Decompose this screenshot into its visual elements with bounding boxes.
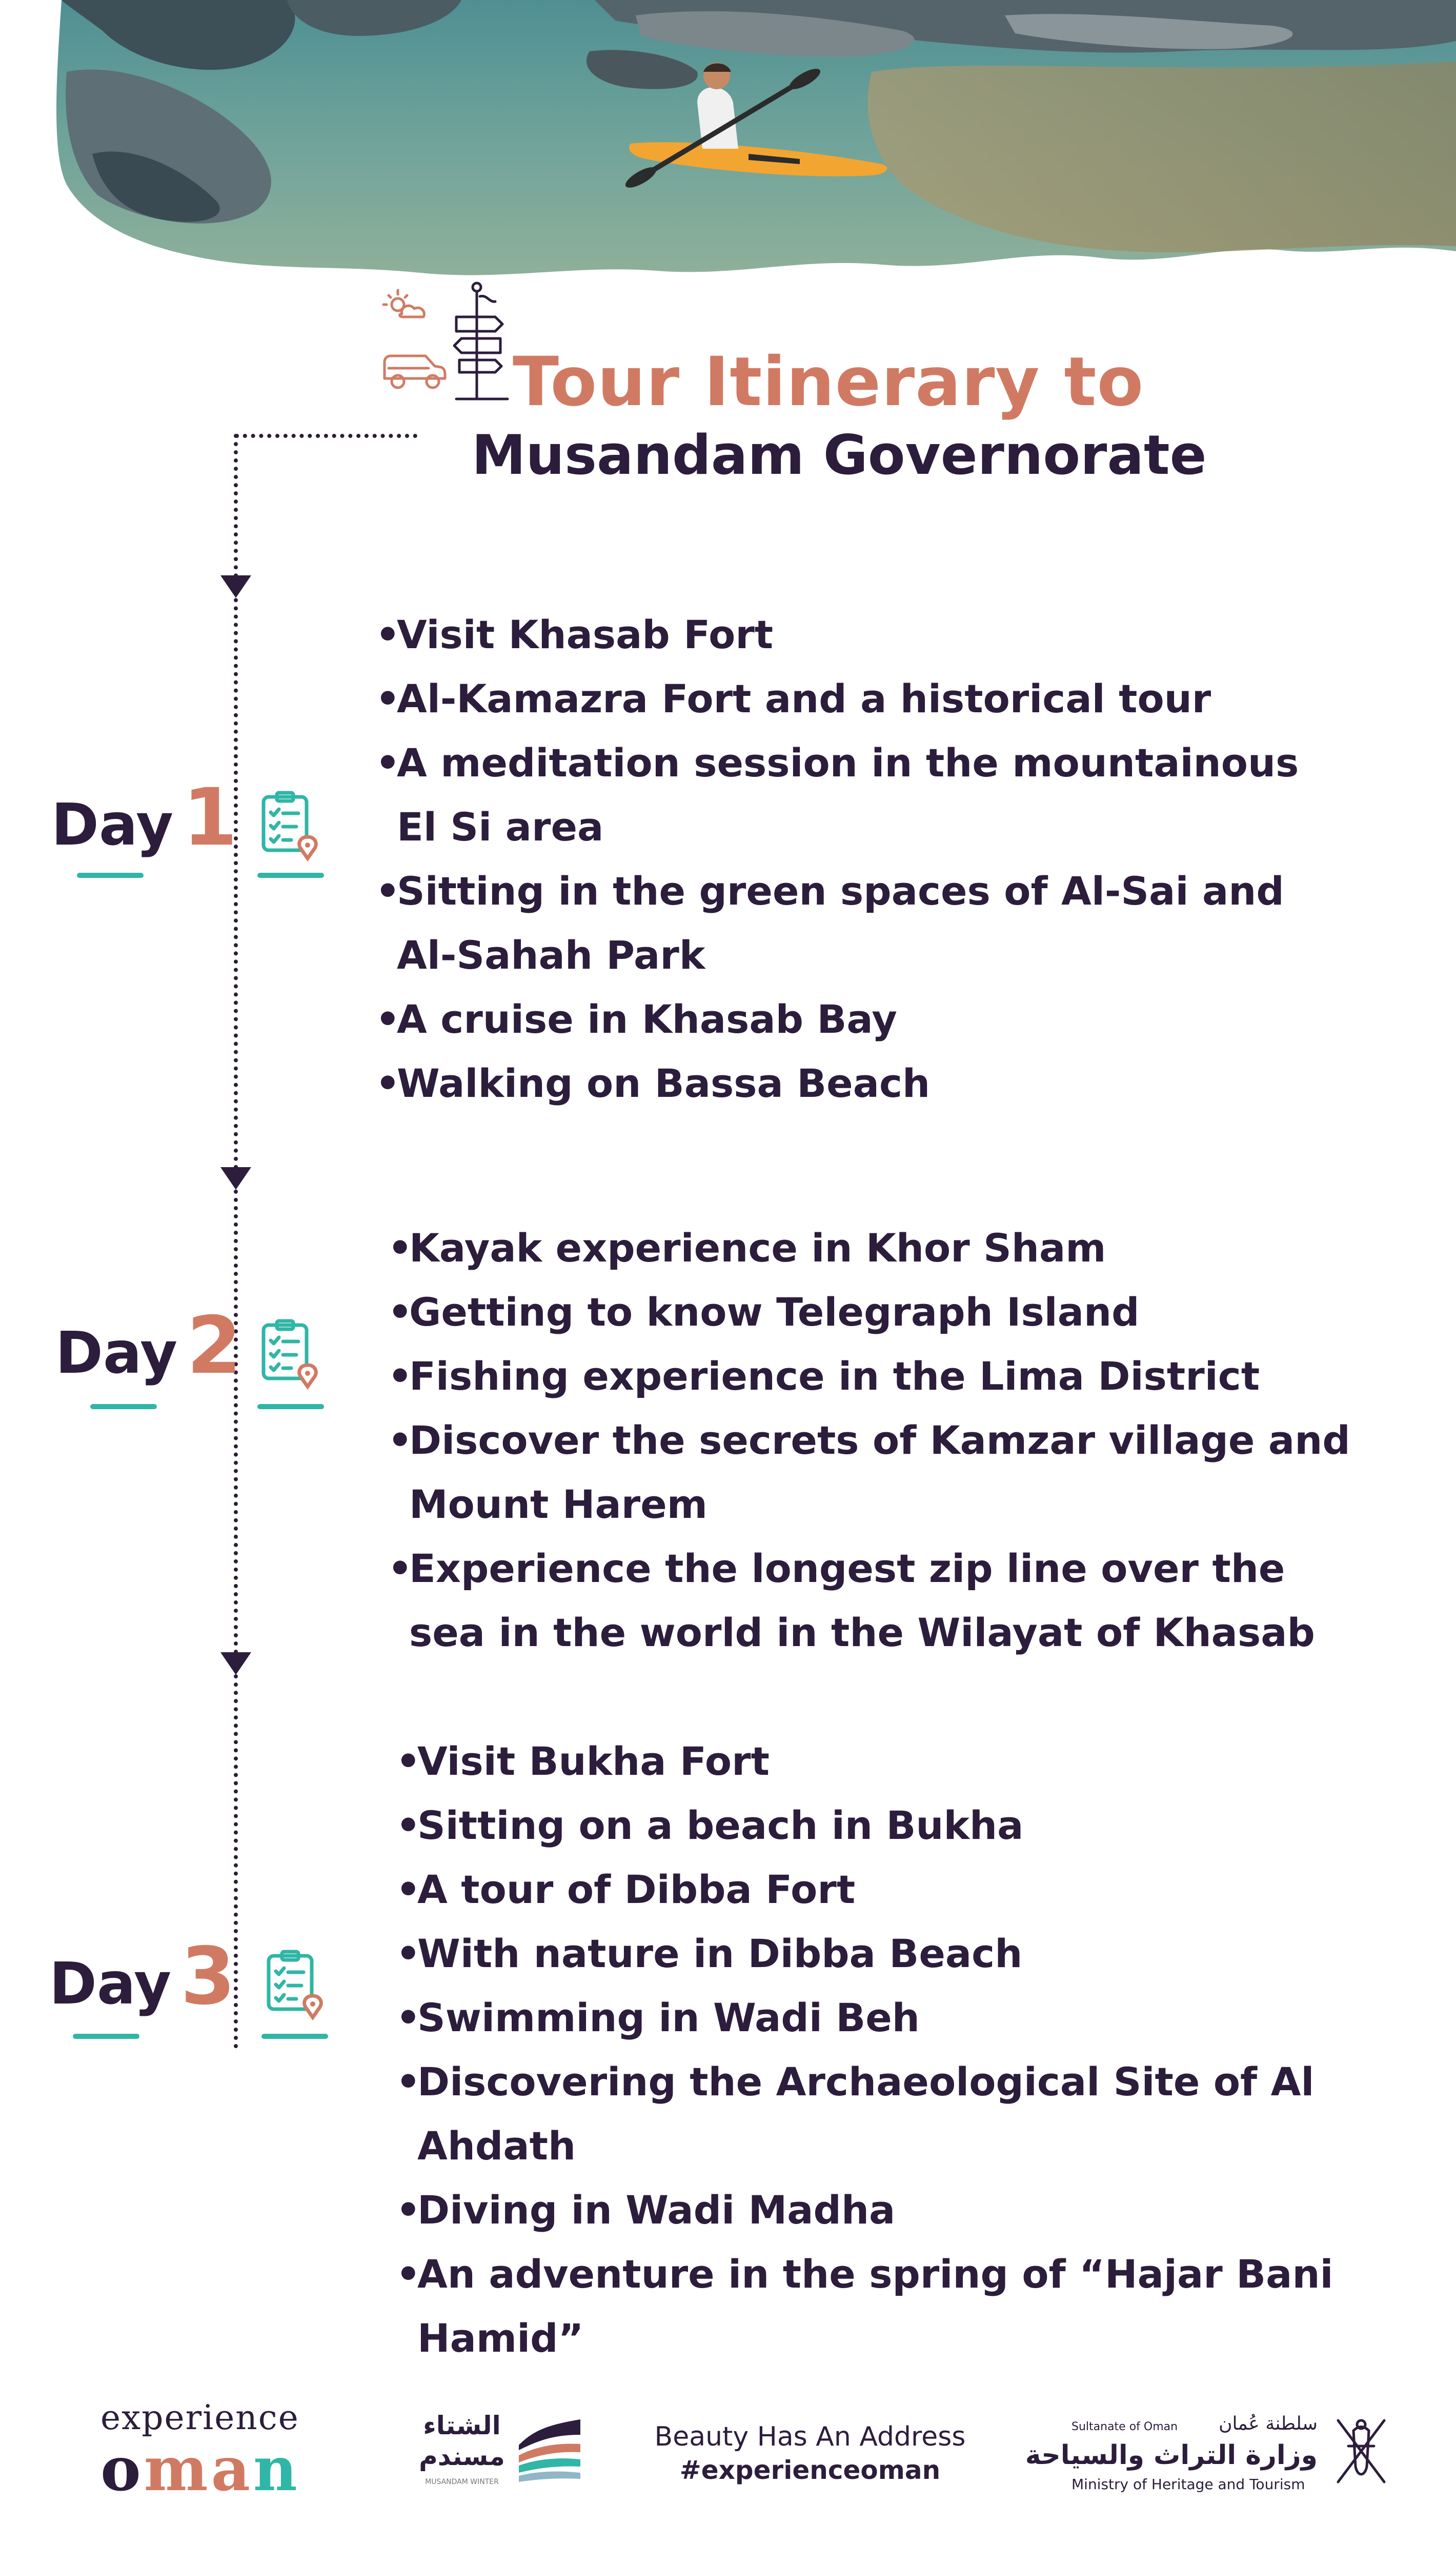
day1-item-2: • Al-Kamazra Fort and a historical tour <box>375 667 1339 731</box>
day2-word: Day <box>55 1320 178 1387</box>
winter-logo-arabic: الشتاء مسندم <box>419 2411 505 2471</box>
day2-item-2: • Getting to know Telegraph Island <box>388 1280 1351 1344</box>
day3-item-2: • Sitting on a beach in Bukha <box>396 1793 1442 1857</box>
wave-mountain-icon <box>514 2414 585 2486</box>
day3-item-4: • With nature in Dibba Beach <box>396 1921 1442 1986</box>
day2-item-3: • Fishing experience in the Lima District <box>388 1344 1351 1408</box>
page-title-line1: Tour Itinerary to <box>513 343 1144 422</box>
day1-word: Day <box>51 792 174 858</box>
day2-icon-underline <box>257 1404 324 1409</box>
day2-activity-list <box>388 1216 1351 1665</box>
day1-item-4: • Sitting in the green spaces of Al-Sai and Al-Sahah Park <box>375 859 1339 987</box>
day1-item-5: • A cruise in Khasab Bay <box>375 987 1339 1051</box>
day2-underline <box>90 1404 157 1409</box>
logo-letter-o: o <box>100 2433 144 2505</box>
day1-label <box>51 772 237 864</box>
day3-item-6: • Discovering the Archaeological Site of Al Ahdath <box>396 2050 1442 2178</box>
ministry-name-ar: وزارة التراث والسياحة <box>1025 2440 1318 2471</box>
day3-item-8: • An adventure in the spring of “Hajar Bani Hamid” <box>396 2242 1442 2370</box>
timeline-connector-top <box>235 434 417 438</box>
ministry-country-ar: سلطنة عُمان <box>1219 2413 1318 2434</box>
day1-activity-list <box>375 603 1339 1115</box>
day1-item-6: • Walking on Bassa Beach <box>375 1051 1339 1115</box>
day2-item-1: • Kayak experience in Khor Sham <box>388 1216 1351 1280</box>
day3-item-5: • Swimming in Wadi Beh <box>396 1986 1442 2050</box>
day3-underline <box>73 2034 139 2039</box>
experience-oman-logo <box>100 2398 300 2505</box>
musandam-winter-logo <box>413 2410 588 2492</box>
day3-word: Day <box>49 1951 172 2017</box>
timeline-arrow-day1 <box>220 575 251 598</box>
checklist-location-icon <box>265 1949 326 2026</box>
logo-oman-word <box>100 2433 300 2505</box>
day3-number: 3 <box>180 1931 236 2022</box>
ministry-logo <box>1025 2410 1400 2497</box>
day1-item-1: • Visit Khasab Fort <box>375 603 1339 667</box>
footer-tagline-block <box>631 2421 989 2485</box>
travel-signpost-car-icon <box>379 281 518 409</box>
timeline-arrow-day3 <box>220 1652 251 1675</box>
day3-activity-list <box>396 1729 1442 2370</box>
day3-item-7: • Diving in Wadi Madha <box>396 2178 1442 2242</box>
day1-icon-underline <box>257 873 324 878</box>
page-title-line2: Musandam Governorate <box>472 424 1207 487</box>
day3-item-3: • A tour of Dibba Fort <box>396 1857 1442 1921</box>
ministry-name-en: Ministry of Heritage and Tourism <box>1071 2476 1305 2493</box>
day1-item-3: • A meditation session in the mountainous El Si area <box>375 731 1339 859</box>
day3-icon-underline <box>261 2034 328 2039</box>
ministry-country-en: Sultanate of Oman <box>1071 2420 1178 2433</box>
hashtag: #experienceoman <box>679 2455 941 2485</box>
tagline: Beauty Has An Address <box>654 2421 966 2452</box>
checklist-location-icon <box>259 1318 321 1395</box>
day1-underline <box>77 873 144 878</box>
logo-letter-n: n <box>253 2433 300 2505</box>
logo-experience-word: experience <box>100 2398 299 2437</box>
timeline-arrow-day2 <box>220 1167 251 1190</box>
day3-item-1: • Visit Bukha Fort <box>396 1729 1442 1793</box>
hero-kayak-illustration <box>0 0 1456 287</box>
day2-item-4: • Discover the secrets of Kamzar village and Mount Harem <box>388 1408 1351 1536</box>
day2-item-5: • Experience the longest zip line over the sea in the world in the Wilayat of Khasab <box>388 1536 1351 1665</box>
logo-letter-m: m <box>144 2433 211 2505</box>
checklist-location-icon <box>259 790 321 867</box>
day2-label <box>55 1300 241 1392</box>
oman-emblem-icon <box>1328 2410 1394 2492</box>
day3-label <box>49 1931 235 2022</box>
day1-number: 1 <box>183 772 238 864</box>
winter-logo-subtitle: MUSANDAM WINTER <box>425 2478 499 2486</box>
logo-letter-a: a <box>211 2433 254 2505</box>
day2-number: 2 <box>187 1300 242 1392</box>
timeline-line <box>234 434 238 2049</box>
